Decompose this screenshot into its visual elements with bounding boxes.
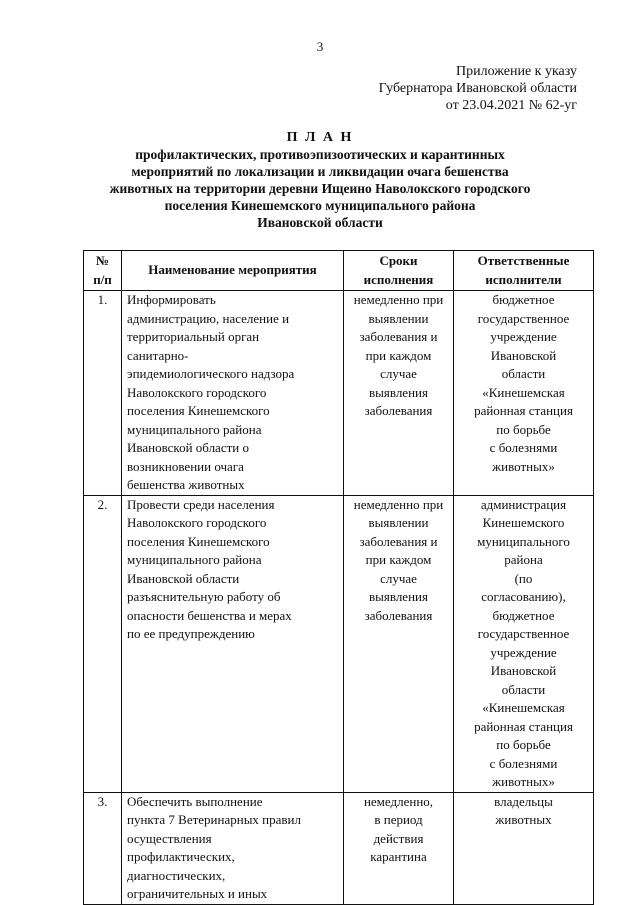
cell-line: немедленно при — [353, 292, 444, 307]
cell-line: осуществления — [127, 830, 212, 846]
page-number: 3 — [316, 39, 324, 54]
cell-line: государственное — [477, 626, 570, 641]
cell-line: районная станция — [474, 718, 573, 734]
responsible-cell — [454, 495, 594, 792]
cell-line: ограничительных и иных — [127, 886, 268, 901]
cell-line: Ивановской области о — [127, 440, 249, 455]
header-line: исполнения — [363, 271, 434, 287]
title-heading: П Л А Н — [286, 130, 354, 145]
cell-line: разъяснительную работу об — [127, 589, 281, 604]
appendix-line: от 23.04.2021 № 62-уг — [445, 98, 577, 113]
cell-line: территориальный орган — [127, 329, 260, 344]
cell-line: Ивановской — [490, 663, 557, 678]
cell-line: животных» — [492, 774, 555, 789]
cell-line: государственное — [477, 310, 570, 326]
responsible-cell — [454, 291, 594, 496]
appendix-line: Губернатора Ивановской области — [378, 81, 577, 96]
event-name-cell — [122, 495, 344, 792]
table-body — [84, 291, 594, 905]
header-line: Ответственные — [477, 253, 570, 268]
cell-line: Ивановской области — [127, 570, 240, 586]
term-cell — [344, 495, 454, 792]
appendix-reference — [379, 63, 577, 114]
cell-line: профилактических, — [127, 849, 235, 864]
cell-line: учреждение — [490, 329, 557, 344]
cell-line: Информировать — [127, 292, 216, 307]
header-resp — [454, 251, 594, 291]
row-number-cell: 1. — [84, 291, 122, 496]
plan-table — [83, 250, 594, 905]
cell-line: немедленно при — [353, 496, 444, 512]
cell-line: бюджетное — [492, 292, 555, 307]
header-name — [122, 251, 344, 291]
cell-line: района — [504, 552, 543, 567]
cell-line: животных — [495, 812, 552, 827]
cell-line: при каждом — [365, 552, 432, 567]
cell-line: выявления — [369, 589, 428, 604]
cell-line: районная станция — [474, 403, 573, 418]
cell-line: «Кинешемская — [482, 384, 565, 400]
cell-line: области — [501, 366, 546, 381]
cell-line: администрация — [480, 496, 567, 512]
cell-line: муниципального — [477, 533, 570, 549]
cell-line: выявлении — [368, 515, 429, 530]
cell-line: карантина — [370, 849, 427, 864]
cell-line: (по — [514, 570, 533, 586]
document-title — [50, 129, 590, 231]
cell-line: Кинешемского — [482, 515, 565, 530]
term-cell — [344, 792, 454, 904]
table-row — [84, 495, 594, 792]
cell-line: выявления — [369, 384, 428, 400]
cell-line: учреждение — [490, 644, 557, 660]
cell-line: по борьбе — [496, 421, 551, 437]
cell-line: муниципального района — [127, 421, 262, 437]
title-line: профилактических, противоэпизоотических и карантинных — [135, 147, 505, 162]
header-line: исполнители — [485, 271, 562, 287]
cell-line: муниципального района — [127, 552, 262, 567]
cell-line: бешенства животных — [127, 477, 245, 492]
table-header-row — [84, 251, 594, 291]
cell-line: заболевания — [364, 607, 433, 623]
table-row — [84, 792, 594, 904]
header-line: Сроки — [379, 253, 418, 268]
header-line: Наименование мероприятия — [148, 262, 317, 278]
cell-line: с болезнями — [489, 440, 558, 455]
title-line: животных на территории деревни Ищеино Наволокского городского — [109, 181, 531, 196]
cell-line: с болезнями — [489, 755, 558, 771]
cell-line: согласованию), — [481, 589, 566, 604]
cell-line: пункта 7 Ветеринарных правил — [127, 812, 301, 827]
cell-line: немедленно, — [363, 793, 434, 809]
cell-line: «Кинешемская — [482, 700, 565, 715]
cell-line: Обеспечить выполнение — [127, 793, 263, 809]
cell-line: выявлении — [368, 310, 429, 326]
event-name-cell — [122, 291, 344, 496]
cell-line: Наволокского городского — [127, 384, 267, 400]
cell-line: заболевания — [364, 403, 433, 418]
appendix-line: Приложение к указу — [456, 64, 577, 79]
cell-line: диагностических, — [127, 867, 226, 883]
cell-line: действия — [373, 830, 424, 846]
header-line: № — [95, 253, 110, 268]
row-number-cell: 3. — [84, 792, 122, 904]
cell-line: владельцы — [494, 793, 553, 809]
cell-line: при каждом — [365, 347, 432, 363]
cell-line: администрацию, население и — [127, 310, 290, 326]
cell-line: случае — [380, 366, 417, 381]
title-line: Ивановской области — [257, 215, 383, 230]
cell-line: возникновении очага — [127, 458, 244, 474]
header-line: п/п — [93, 271, 112, 287]
cell-line: заболевания и — [359, 533, 438, 549]
cell-line: по борьбе — [496, 737, 551, 752]
cell-line: в период — [374, 812, 423, 827]
event-name-cell — [122, 792, 344, 904]
row-number-cell: 2. — [84, 495, 122, 792]
cell-line: поселения Кинешемского — [127, 533, 270, 549]
cell-line: заболевания и — [359, 329, 438, 344]
cell-line: Ивановской — [490, 347, 557, 363]
cell-line: области — [501, 681, 546, 697]
cell-line: санитарно- — [127, 347, 189, 363]
cell-line: опасности бешенства и мерах — [127, 607, 292, 623]
responsible-cell — [454, 792, 594, 904]
table-row — [84, 291, 594, 496]
cell-line: по ее предупреждению — [127, 626, 255, 641]
cell-line: бюджетное — [492, 607, 555, 623]
cell-line: животных» — [492, 458, 555, 474]
cell-line: поселения Кинешемского — [127, 403, 270, 418]
header-term — [344, 251, 454, 291]
title-line: поселения Кинешемского муниципального района — [164, 198, 476, 213]
cell-line: эпидемиологического надзора — [127, 366, 295, 381]
cell-line: случае — [380, 570, 417, 586]
title-line: мероприятий по локализации и ликвидации очага бешенства — [131, 164, 509, 179]
term-cell — [344, 291, 454, 496]
header-num — [84, 251, 122, 291]
cell-line: Наволокского городского — [127, 515, 267, 530]
cell-line: Провести среди населения — [127, 496, 275, 512]
